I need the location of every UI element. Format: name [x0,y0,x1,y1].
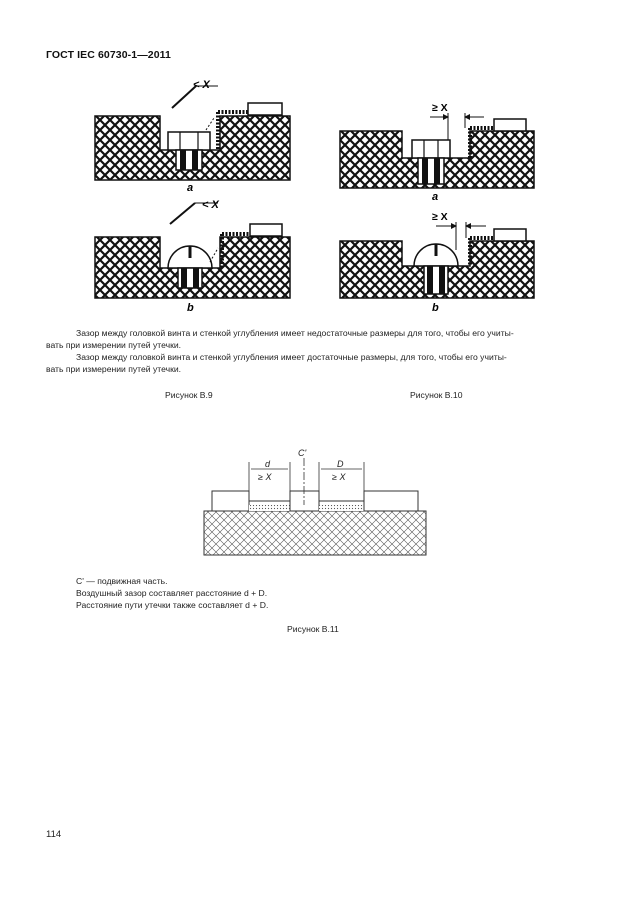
note-line-1: C' — подвижная часть. [76,576,168,586]
fig-b9-b-label: b [187,302,194,314]
fig-b9-b-dim-label: < X [202,199,219,211]
paragraph-b9-line1: Зазор между головкой винта и стенкой углубления имеет недостаточные размеры для того, чтобы его учиты- [76,328,514,338]
fig-b11-label-c: C' [298,448,307,458]
fig-b11-label-D: D [337,459,344,469]
document-header: ГОСТ IEC 60730-1—2011 [46,49,171,61]
paragraph-b9-line2: вать при измерении путей утечки. [46,340,182,350]
note-line-2: Воздушный зазор составляет расстояние d + D. [76,588,268,598]
fig-b10-b [340,222,534,298]
fig-b10-b-label: b [432,302,439,314]
paragraph-b10-line1: Зазор между головкой винта и стенкой углубления имеет достаточные размеры, для того, чтобы его учиты- [76,352,507,362]
fig-b9-a [95,86,290,180]
paragraph-b10-line2: вать при измерении путей утечки. [46,364,182,374]
fig-b10-a-dim-label: ≥ X [432,102,448,114]
fig-b11-dim-left: ≥ X [258,472,272,482]
fig-b10-a [340,113,534,188]
figure-b9 [0,0,630,330]
fig-b9-b [95,203,290,298]
caption-figure-b10: Рисунок В.10 [410,390,463,400]
caption-figure-b11: Рисунок В.11 [287,624,339,634]
fig-b9-a-dim-label: < X [193,79,210,91]
caption-figure-b9: Рисунок В.9 [165,390,213,400]
figure-b11 [0,440,630,560]
fig-b10-b-dim-label: ≥ X [432,211,448,223]
fig-b9-a-label: a [187,182,194,194]
note-line-3: Расстояние пути утечки также составляет d + D. [76,600,269,610]
fig-b11-dim-right: ≥ X [332,472,346,482]
fig-b11-label-d: d [265,459,271,469]
fig-b10-a-label: a [432,191,439,203]
page-number: 114 [46,829,62,840]
